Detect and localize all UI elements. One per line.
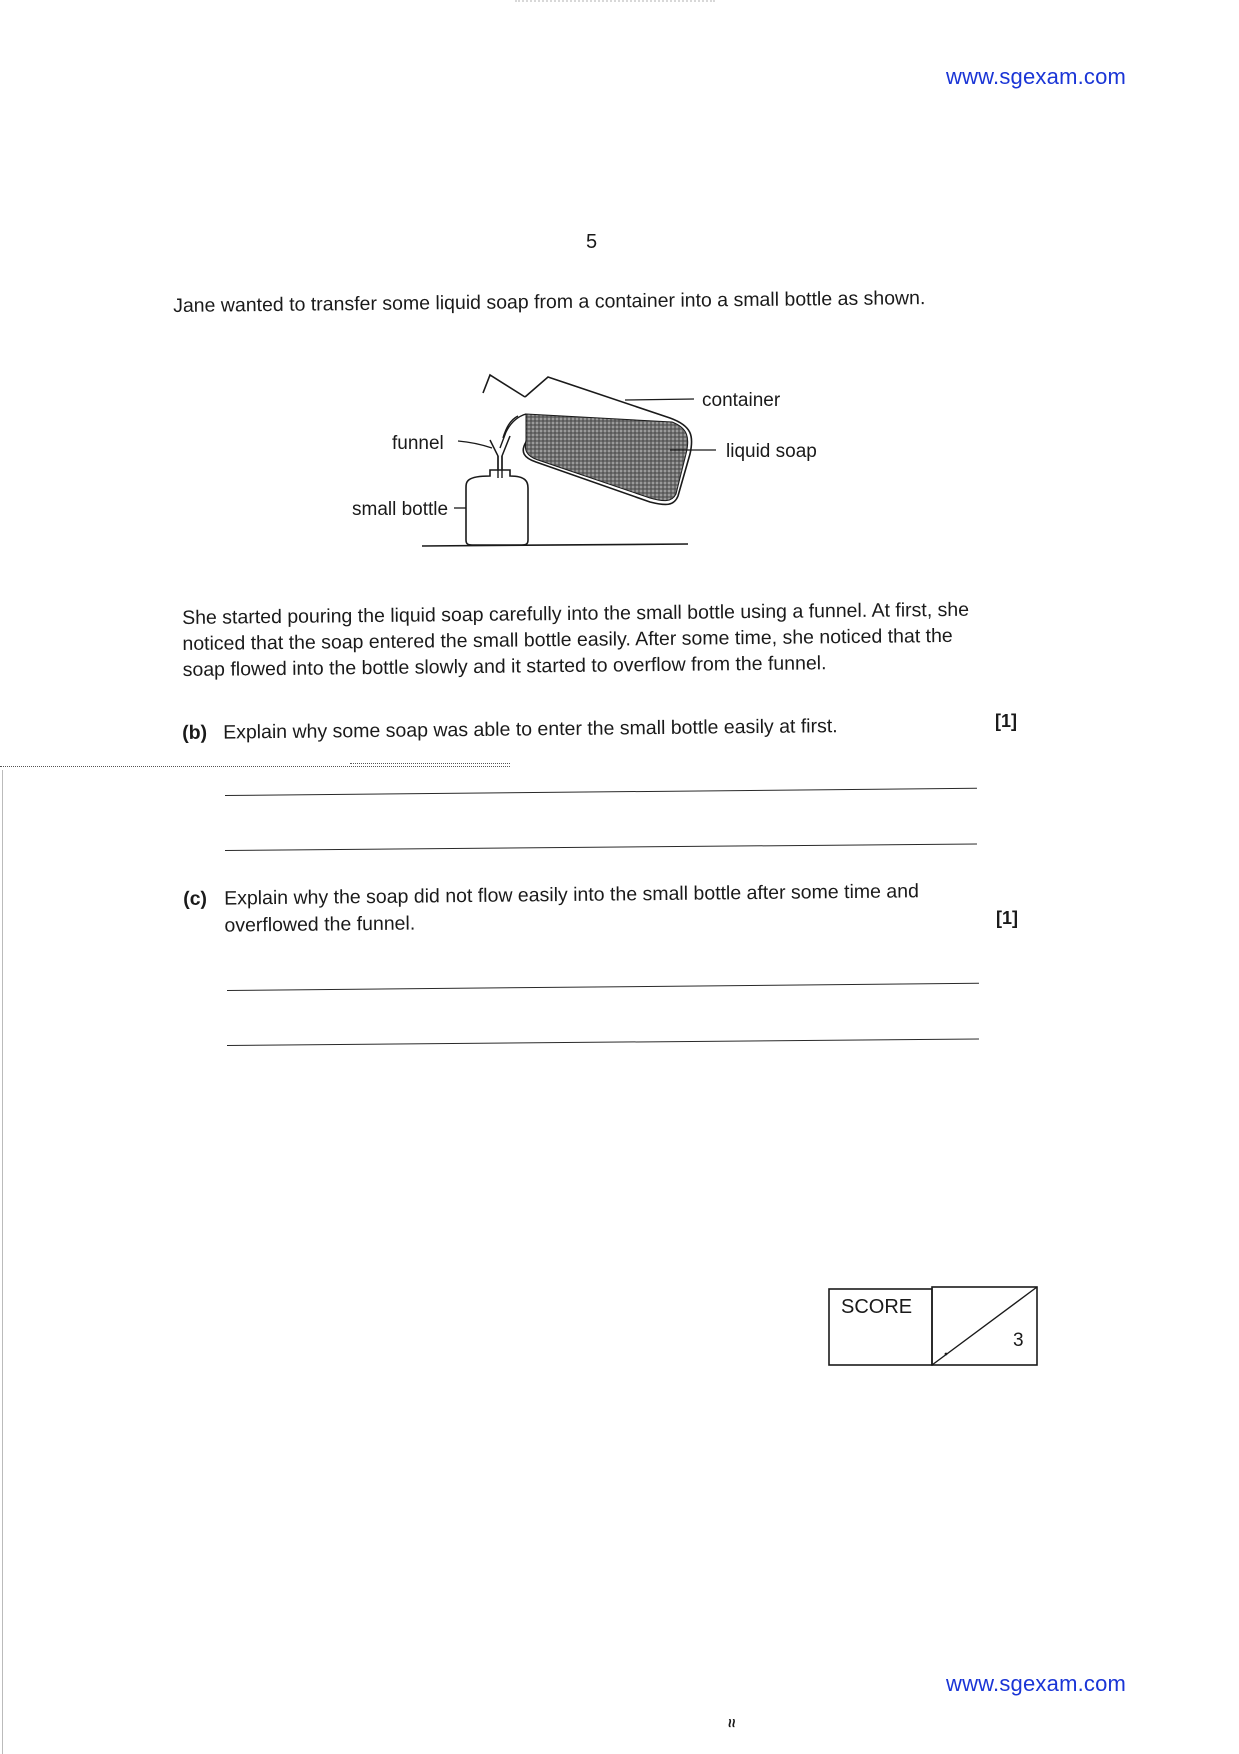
- answer-line-b-1[interactable]: [225, 788, 977, 796]
- intro-text: Jane wanted to transfer some liquid soap from a container into a small bottle as shown.: [173, 287, 926, 317]
- score-label: SCORE: [841, 1296, 913, 1318]
- answer-line-b-2[interactable]: [225, 843, 977, 851]
- question-c-marks: [1]: [996, 908, 1018, 928]
- scan-smudge: [515, 0, 715, 12]
- page-number: 5: [586, 231, 598, 253]
- watermark-top: www.sgexam.com: [946, 64, 1127, 89]
- label-small-bottle: small bottle: [352, 499, 449, 520]
- footer-mark: ≈: [722, 1718, 740, 1728]
- scan-dotted-line: [0, 766, 510, 767]
- soap-transfer-diagram: [340, 370, 860, 550]
- label-funnel: funnel: [392, 433, 444, 454]
- small-bottle-outline: [466, 470, 528, 545]
- answer-line-c-2[interactable]: [227, 1038, 979, 1046]
- question-b-text: Explain why some soap was able to enter the small bottle easily at first.: [223, 715, 838, 744]
- label-liquid-soap: liquid soap: [726, 441, 817, 462]
- question-b-marks: [1]: [995, 711, 1017, 731]
- question-c-text: Explain why the soap did not flow easily into the small bottle after some time and overflowed the funnel.: [224, 880, 920, 937]
- funnel-shape: [490, 436, 510, 470]
- scan-page-edge: [2, 770, 3, 1754]
- answer-line-c-1[interactable]: [227, 983, 979, 991]
- funnel-leader: [458, 441, 492, 448]
- score-total: 3: [1013, 1330, 1024, 1351]
- story-text: She started pouring the liquid soap carefully into the small bottle using a funnel. At first, she noticed that the soap entered the small bottle easily. After some time, she noticed that the soap flowed into the bottle slowly and it started to overflow from the funnel.: [182, 598, 970, 681]
- container-leader: [625, 399, 694, 400]
- watermark-bottom: www.sgexam.com: [946, 1671, 1127, 1696]
- label-container: container: [702, 390, 781, 411]
- table-surface: [422, 544, 688, 546]
- question-b-letter: (b): [182, 721, 208, 744]
- soap-stream: [500, 414, 526, 448]
- question-b: [182, 711, 1042, 750]
- liquid-soap-fill: [525, 414, 687, 501]
- question-c: [183, 877, 1044, 946]
- scan-dotted-line: [350, 763, 510, 764]
- score-box: [828, 1286, 1039, 1366]
- question-c-letter: (c): [183, 887, 208, 910]
